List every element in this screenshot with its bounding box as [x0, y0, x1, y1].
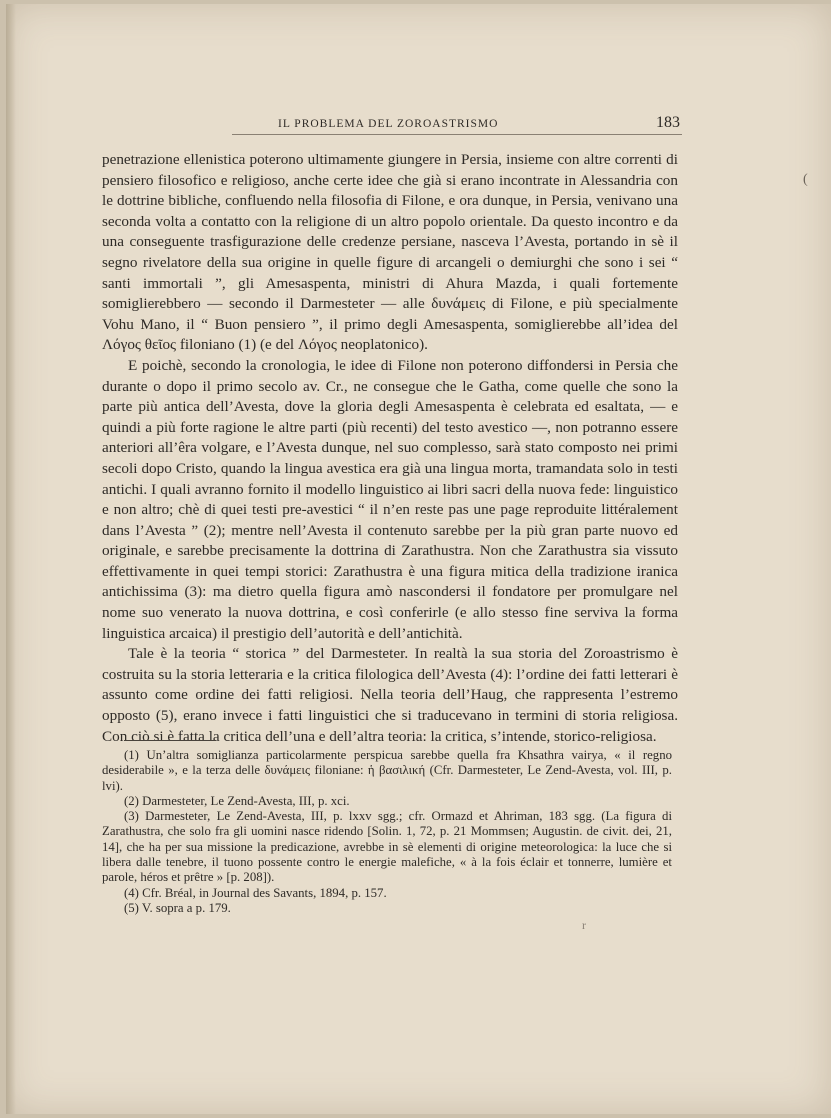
paragraph: Tale è la teoria “ storica ” del Darmesteter. In realtà la sua storia del Zoroastrismo è costruita su la storia letteraria e la critica filologica dell’Avesta (4): l’ordine dei fatti letterari è assunto come ordine dei fatti religiosi. Nella teoria dell’Haug, che rappresenta l’estremo opposto (5), erano invece i fatti linguistici che si traducevano in termini di storia religiosa. Con ciò si è fatta la critica dell’una e dell’altra teoria: la critica, s’intende, storico-religiosa.	[102, 645, 678, 745]
footnote: (4) Cfr. Bréal, in Journal des Savants, 1894, p. 157.	[124, 885, 387, 900]
footnote: (2) Darmesteter, Le Zend-Avesta, III, p. xci.	[124, 793, 350, 808]
footnotes	[102, 748, 672, 916]
page-header	[278, 116, 680, 134]
running-head: IL PROBLEMA DEL ZOROASTRISMO	[278, 118, 499, 130]
page-number: 183	[656, 114, 680, 131]
corner-mark: r	[582, 918, 586, 932]
footnote-rule	[124, 740, 216, 741]
paragraph: penetrazione ellenistica poterono ultimamente giungere in Persia, insieme con altre correnti di pensiero filosofico e religioso, anche certe idee che già si erano incontrate in Alessandria con le dottrine bibliche, confluendo nella filosofia di Filone, e ora dunque, in Persia, venivano una seconda volta a contatto con la religione di un altro popolo orientale. Da questo incontro e da una conseguente trasfigurazione delle credenze persiane, nasceva l’Avesta, portando in sè il segno rivelatore della sua origine in quelle figure di arcangeli o demiurghi che sono i sei “ santi immortali ”, gli Amesaspenta, ministri di Ahura Mazda, i quali fortemente somiglierebbero — secondo il Darmesteter — alle δυνάμεις di Filone, e più specialmente Vohu Mano, il “ Buon pensiero ”, il primo degli Amesaspenta, somiglierebbe all’idea del Λόγος θεῖος filoniano (1) (e del Λόγος neoplatonico).	[102, 151, 678, 354]
body-text	[102, 150, 678, 747]
footnote: (3) Darmesteter, Le Zend-Avesta, III, p. lxxv sgg.; cfr. Ormazd et Ahriman, 183 sgg. (La figura di Zarathustra, che solo fra gli uomini nasce ridendo [Solin. 1, 72, p. 21 Mommsen; Augustin. de civit. dei, 21, 14], che ha per sua missione la predicazione, avrebbe in sè elementi di origine meteorologica: la luce che si libera dalle tenebre, il tuono possente contro le energie malefiche, « à la fois éclair et tonnerre, lumière et parole, héros et prêtre » [p. 208]).	[102, 809, 672, 885]
footnote: (5) V. sopra a p. 179.	[124, 900, 231, 915]
margin-mark: (	[803, 172, 808, 187]
footnote: (1) Un’altra somiglianza particolarmente perspicua sarebbe quella fra Khsathra vairya, « il regno desiderabile », e la terza delle δυνάμεις filoniane: ἡ βασιλική (Cfr. Darmesteter, Le Zend-Avesta, vol. III, p. lvi).	[102, 748, 672, 793]
header-rule	[232, 134, 682, 135]
paragraph: E poichè, secondo la cronologia, le idee di Filone non poterono diffondersi in Persia che durante o dopo il primo secolo av. Cr., ne consegue che le Gatha, come quelle che sono la parte più antica dell’Avesta, dove la gloria degli Amesaspenta è celebrata ed esaltata, — e quindi a più forte ragione le altre parti (più recenti) del testo avestico —, non potranno essere anteriori all’êra volgare, e l’Avesta dunque, nel suo complesso, sarà stato composto nei primi secoli dopo Cristo, quando la lingua avestica era già una lingua morta, tramandata solo in testi antichi. I quali avranno fornito il modello linguistico ai libri sacri della nuova fede: linguistico e non altro; chè di quei testi pre-avestici “ il n’en reste pas une page reproduite littéralement dans l’Avesta ” (2); mentre nell’Avesta il contenuto sarebbe per la più gran parte nuovo ed originale, e sarebbe precisamente la dottrina di Zarathustra. Non che Zarathustra sia vissuto effettivamente in quei tempi storici: Zarathustra è una figura mitica della tradizione iranica antichissima (3): ma dietro quella figura amò nascondersi il fondatore per promulgare nel nome suo venerato la nuova dottrina, e così conferirle (e allo stesso fine serviva la forma linguistica arcaica) il prestigio dell’autorità e dell’antichità.	[102, 356, 678, 642]
